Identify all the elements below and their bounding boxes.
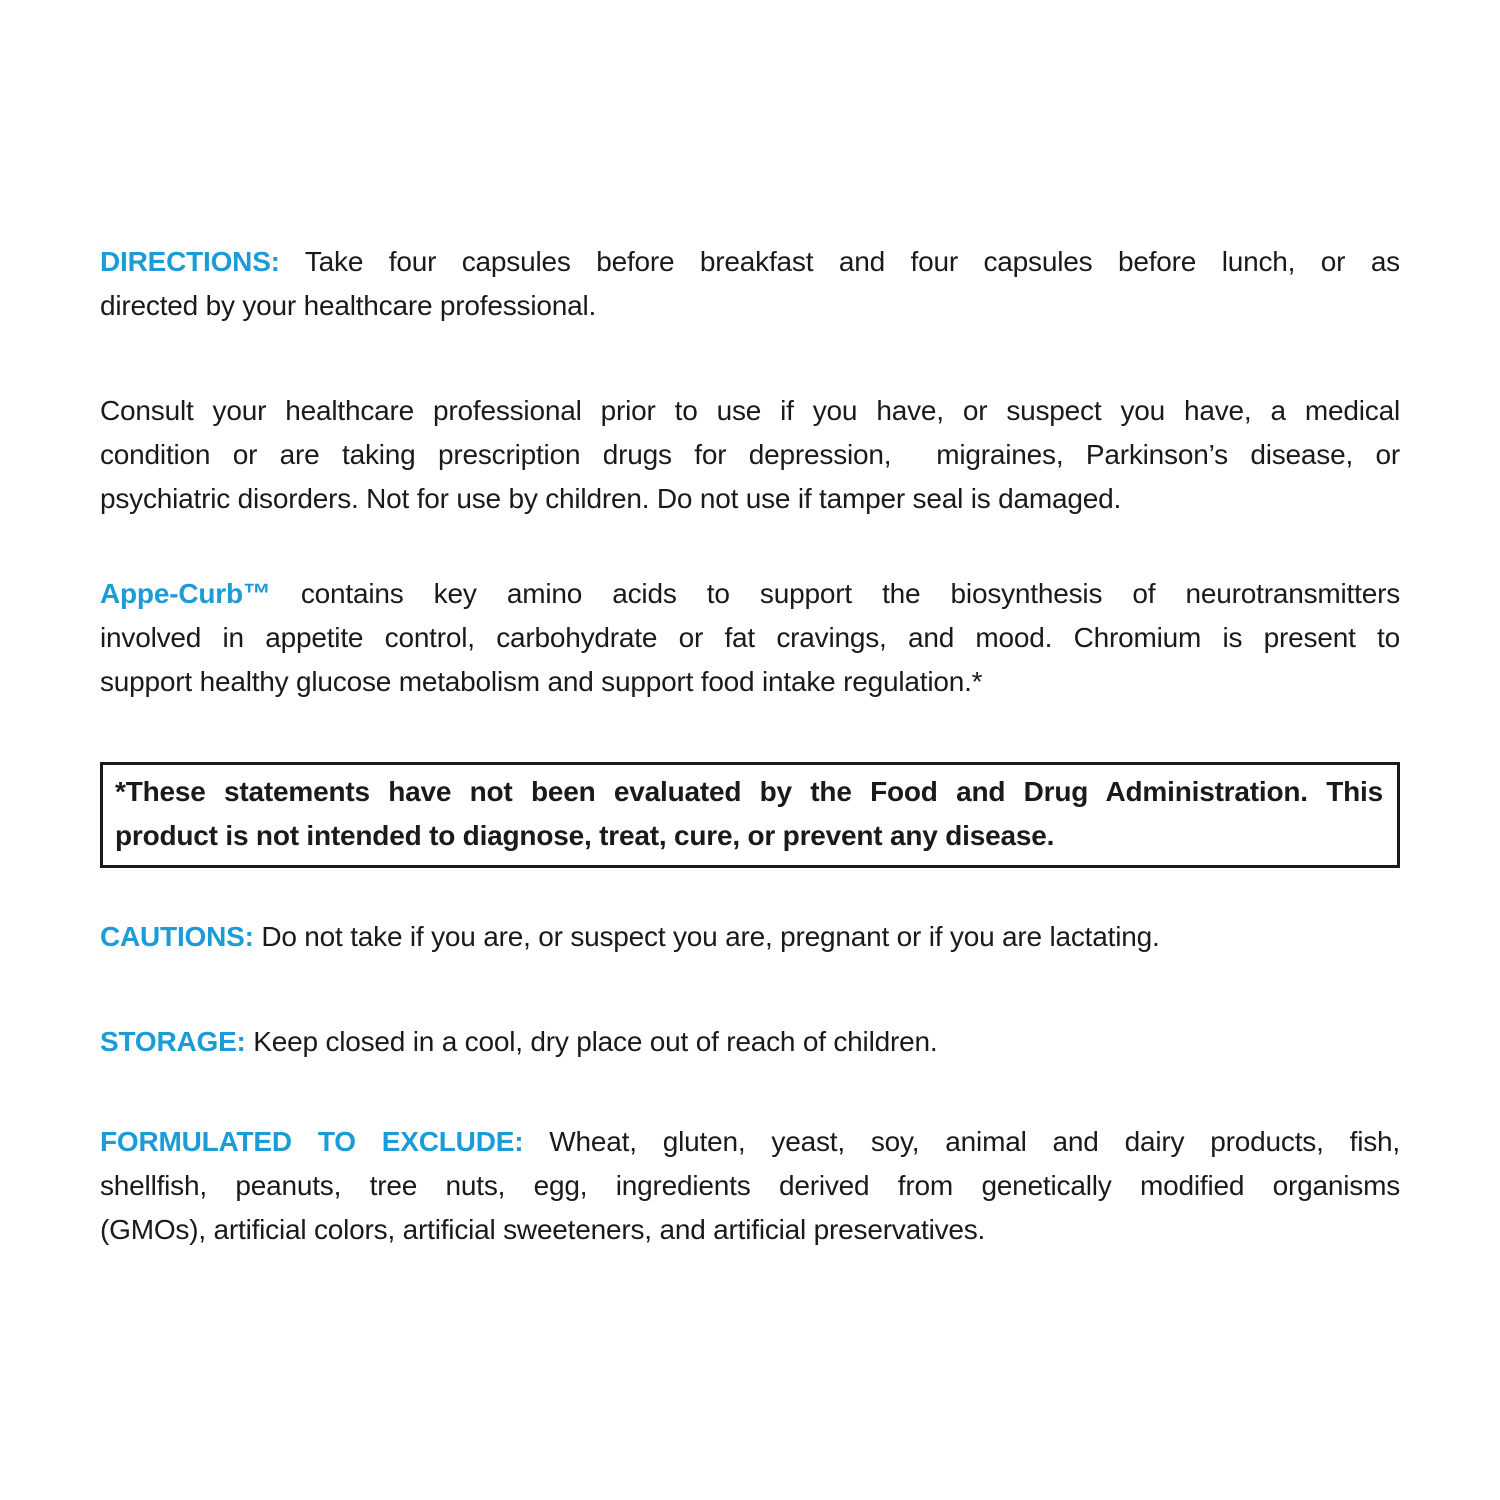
storage-heading: STORAGE:: [100, 1026, 246, 1057]
formulated-heading: FORMULATED TO EXCLUDE:: [100, 1126, 524, 1157]
directions-text: Take four capsules before breakfast and four capsules before lunch, or as: [279, 246, 1400, 277]
text-line: [100, 915, 1400, 959]
text-line: condition or are taking prescription drugs for depression, migraines, Parkinson’s disease, or: [100, 439, 1400, 470]
paragraph-formulated-to-exclude: [100, 1120, 1400, 1252]
storage-text: Keep closed in a cool, dry place out of reach of children.: [245, 1026, 938, 1057]
paragraph-consult-warning: [100, 389, 1400, 521]
product-description-text: contains key amino acids to support the biosynthesis of neurotransmitters: [270, 578, 1400, 609]
paragraph-cautions: [100, 915, 1400, 959]
product-name: Appe-Curb™: [100, 578, 271, 609]
text-line: [100, 1020, 1400, 1064]
text-line: *These statements have not been evaluated by the Food and Drug Administration. This: [115, 776, 1383, 807]
cautions-heading: CAUTIONS:: [100, 921, 254, 952]
cautions-text: Do not take if you are, or suspect you are, pregnant or if you are lactating.: [253, 921, 1160, 952]
paragraph-storage: [100, 1020, 1400, 1064]
text-line: [100, 240, 1400, 284]
text-line: psychiatric disorders. Not for use by children. Do not use if tamper seal is damaged.: [100, 483, 1122, 514]
text-line: [100, 572, 1400, 616]
text-line: product is not intended to diagnose, treat, cure, or prevent any disease.: [115, 820, 1055, 851]
paragraph-product-description: [100, 572, 1400, 704]
directions-heading: DIRECTIONS:: [100, 246, 280, 277]
text-line: involved in appetite control, carbohydrate or fat cravings, and mood. Chromium is present to: [100, 622, 1400, 653]
text-line: shellfish, peanuts, tree nuts, egg, ingredients derived from genetically modified organisms: [100, 1170, 1400, 1201]
text-line: Consult your healthcare professional prior to use if you have, or suspect you have, a medical: [100, 395, 1400, 426]
text-line: support healthy glucose metabolism and support food intake regulation.*: [100, 666, 983, 697]
label-text-panel: [100, 240, 1400, 1252]
text-line: [100, 1120, 1400, 1164]
text-line: directed by your healthcare professional.: [100, 290, 597, 321]
text-line: (GMOs), artificial colors, artificial sweeteners, and artificial preservatives.: [100, 1214, 986, 1245]
formulated-text: Wheat, gluten, yeast, soy, animal and dairy products, fish,: [523, 1126, 1400, 1157]
paragraph-directions: [100, 240, 1400, 328]
fda-disclaimer-box: [100, 762, 1400, 868]
